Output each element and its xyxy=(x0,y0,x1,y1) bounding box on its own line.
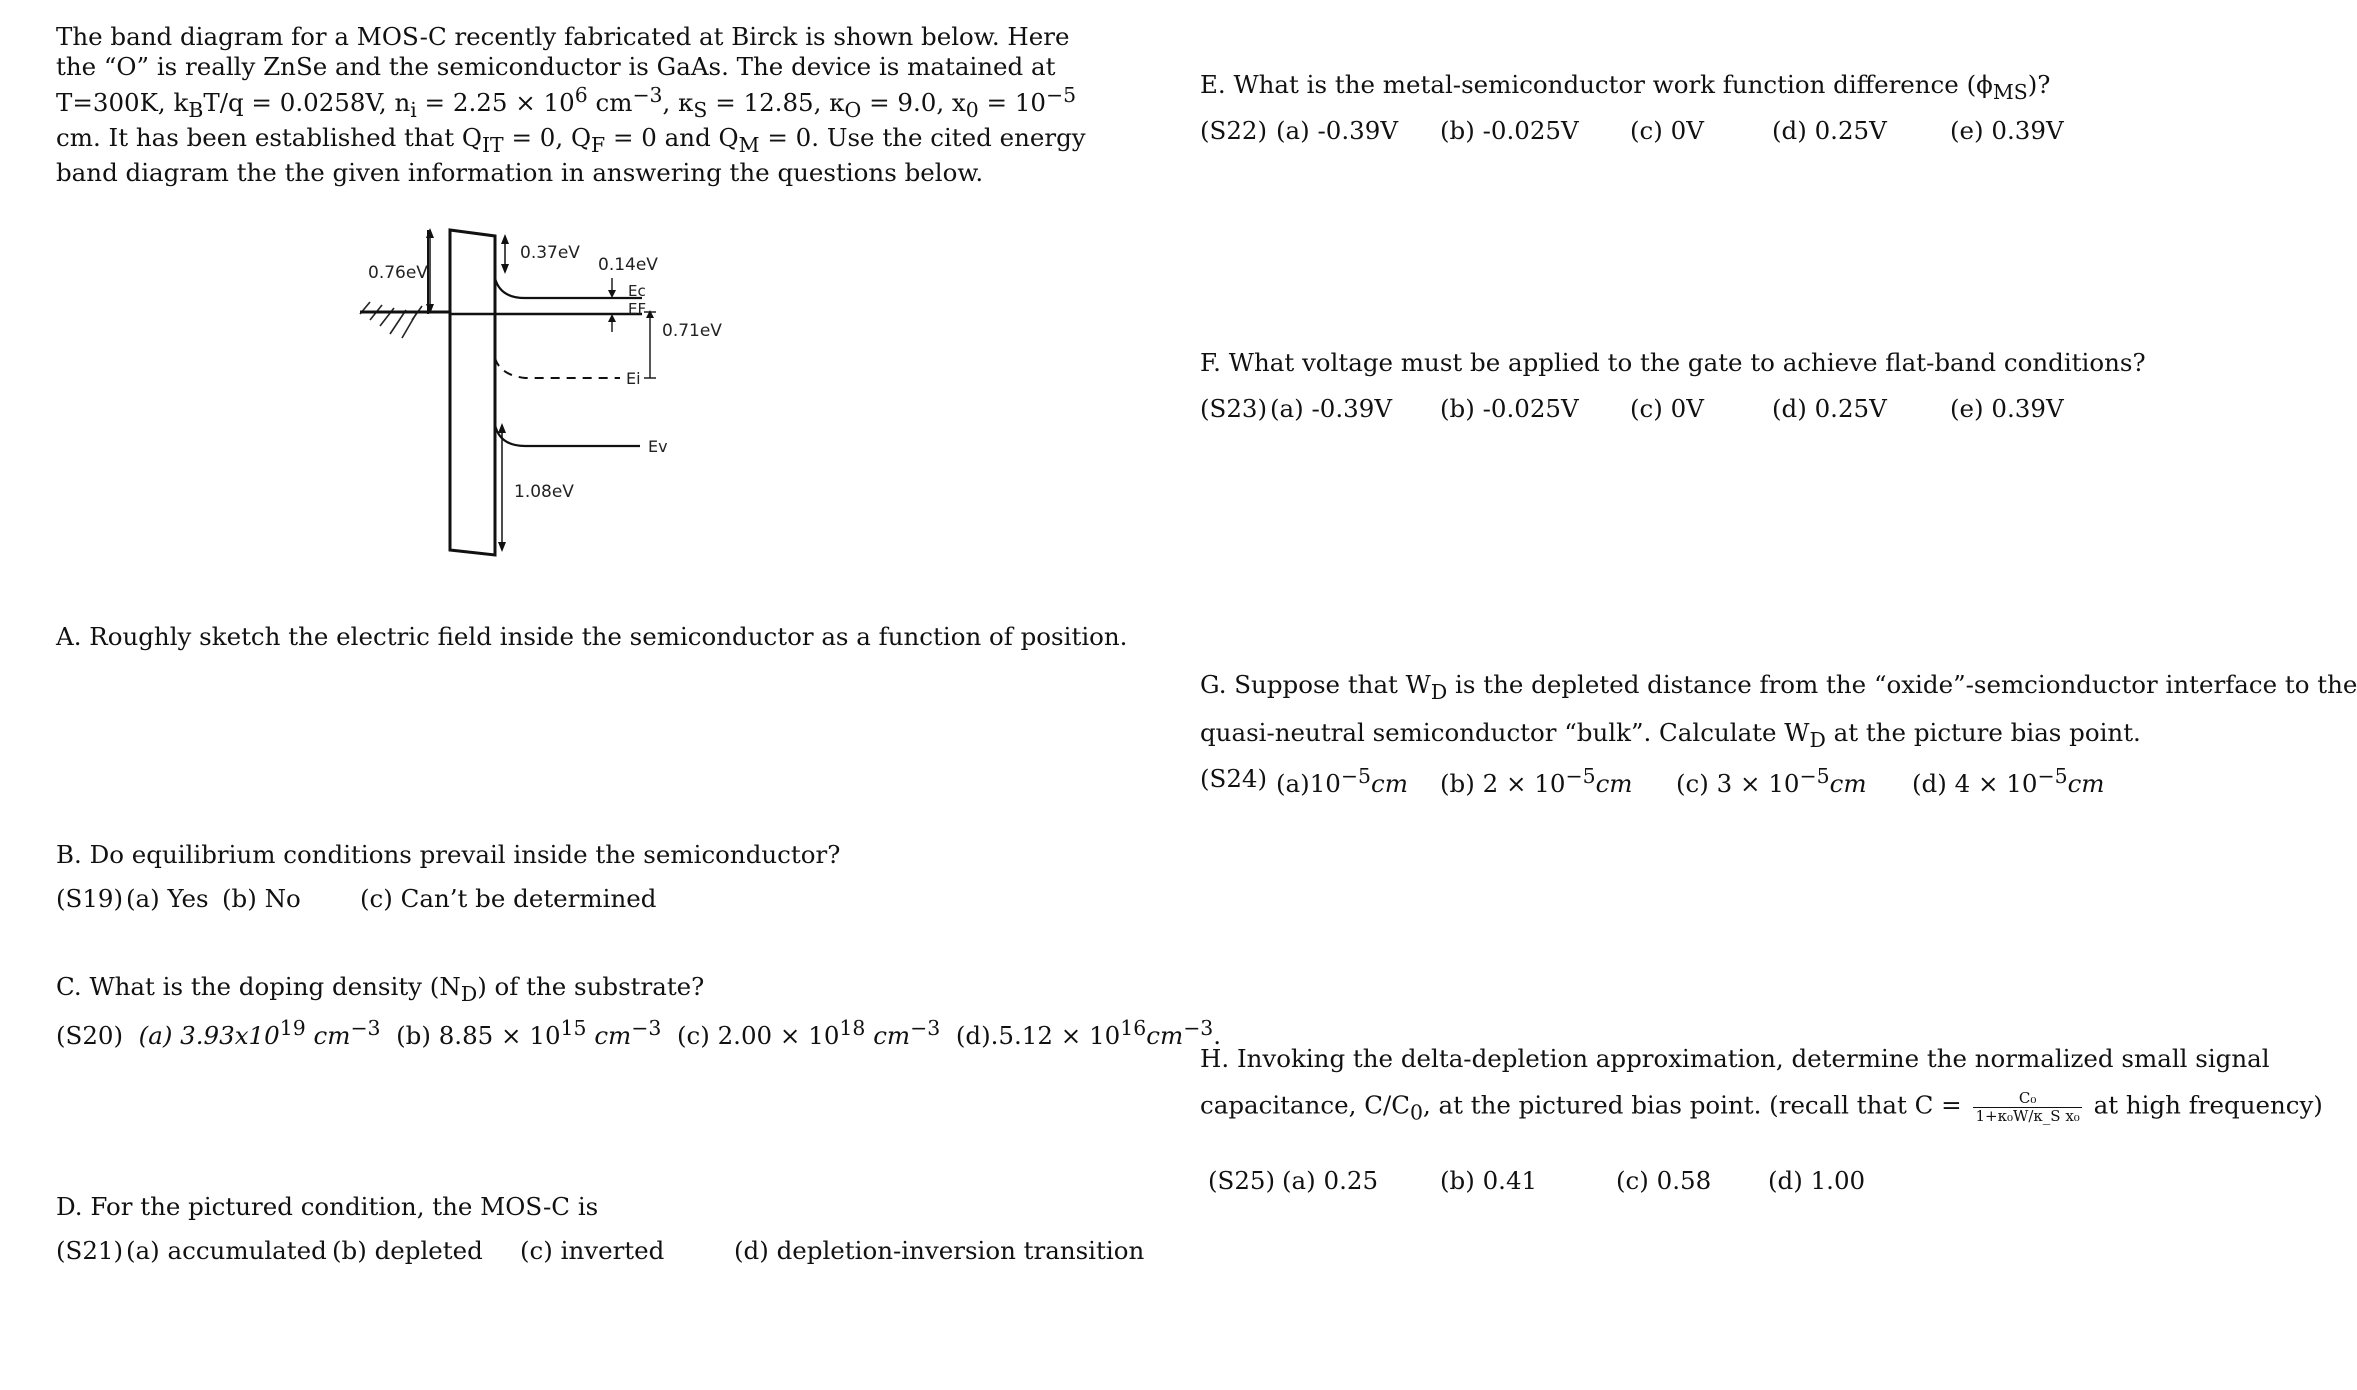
label-014: 0.14eV xyxy=(598,255,658,275)
question-d: D. For the pictured condition, the MOS-C is xyxy=(56,1192,599,1221)
option-b-c[interactable]: (c) Can’t be determined xyxy=(360,884,657,913)
option-f-e[interactable]: (e) 0.39V xyxy=(1950,394,2064,423)
option-f-b[interactable]: (b) -0.025V xyxy=(1440,394,1579,423)
option-d-d[interactable]: (d) depletion-inversion transition xyxy=(734,1236,1145,1265)
question-a: A. Roughly sketch the electric field inside the semiconductor as a function of position. xyxy=(56,622,1128,651)
option-e-c[interactable]: (c) 0V xyxy=(1630,116,1704,145)
label-037: 0.37eV xyxy=(520,243,580,263)
option-h-c[interactable]: (c) 0.58 xyxy=(1616,1166,1712,1195)
question-h-id: (S25) xyxy=(1208,1166,1276,1195)
capacitance-formula: $\frac{\text{C₀}}{\text{1+κ₀W/κ\_S x₀}}$ xyxy=(1975,1089,2080,1125)
band-diagram xyxy=(350,210,810,580)
option-b-b[interactable]: (b) No xyxy=(222,884,301,913)
label-ef: EF xyxy=(628,300,647,318)
valence-band xyxy=(495,425,640,446)
intro-paragraph: The band diagram for a MOS-C recently fabricated at Birck is shown below. Here the “O” is really ZnSe and the semiconductor is GaAs. The device is matained at T=300K, $k_BT/q = 0.0258V$, $n_i = 2.25 \times 10^6$ $cm^{-3}$, $\kappa_S = 12.85$, $\kappa_O = 9.0$, $x_0 = 10^{-5}$ cm. It has been established that $Q_{IT} = 0$, $Q_F = 0$ and $Q_M = 0$. Use the cited energy band diagram the the given information in answering the questions below. xyxy=(56,22,1086,188)
question-f-id: (S23) xyxy=(1200,394,1268,423)
metal-hatching xyxy=(360,302,422,338)
option-g-b[interactable]: (b) $2 \times 10^{-5}cm$ xyxy=(1440,764,1633,799)
option-d-c[interactable]: (c) inverted xyxy=(520,1236,665,1265)
question-g-line2: quasi-neutral semiconductor “bulk”. Calculate $W_D$ at the picture bias point. xyxy=(1200,718,2141,752)
option-d-b[interactable]: (b) depleted xyxy=(332,1236,483,1265)
option-e-d[interactable]: (d) 0.25V xyxy=(1772,116,1887,145)
label-076: 0.76eV xyxy=(368,263,428,283)
label-108: 1.08eV xyxy=(514,482,574,502)
question-e-id: (S22) xyxy=(1200,116,1268,145)
option-e-b[interactable]: (b) -0.025V xyxy=(1440,116,1579,145)
question-c-id: (S20) xyxy=(56,1021,124,1051)
question-b: B. Do equilibrium conditions prevail inside the semiconductor? xyxy=(56,840,841,869)
label-071: 0.71eV xyxy=(662,321,722,341)
option-f-d[interactable]: (d) 0.25V xyxy=(1772,394,1887,423)
option-f-a[interactable]: (a) -0.39V xyxy=(1270,394,1393,423)
option-e-a[interactable]: (a) -0.39V xyxy=(1276,116,1399,145)
question-c-options xyxy=(56,1016,1221,1050)
option-g-d[interactable]: (d) $4 \times 10^{-5}cm$ xyxy=(1912,764,2105,799)
question-g-line1: G. Suppose that $W_D$ is the depleted distance from the “oxide”-semcionductor interface to the xyxy=(1200,670,2357,704)
question-h-line2: capacitance, $C/C_0$, at the pictured bias point. (recall that C = $\frac{\text{C₀}}{\text{1+κ₀W/κ\_S x₀}}$ at high frequency) xyxy=(1200,1089,2323,1125)
question-c: C. What is the doping density $(N_D)$ of the substrate? xyxy=(56,972,705,1006)
label-ec: Ec xyxy=(628,282,646,300)
option-g-c[interactable]: (c) $3 \times 10^{-5}cm$ xyxy=(1676,764,1867,799)
question-d-id: (S21) xyxy=(56,1236,124,1265)
oxide-box xyxy=(450,230,495,555)
option-h-b[interactable]: (b) 0.41 xyxy=(1440,1166,1538,1195)
option-d-a[interactable]: (a) accumulated xyxy=(126,1236,327,1265)
conduction-band xyxy=(495,278,642,298)
question-f: F. What voltage must be applied to the gate to achieve flat-band conditions? xyxy=(1200,348,2146,377)
option-c-a[interactable]: (a) $3.93x10^{19}$ $cm^{-3}$ xyxy=(138,1016,381,1051)
question-h-line1: H. Invoking the delta-depletion approximation, determine the normalized small signal xyxy=(1200,1044,2270,1073)
option-c-b[interactable]: (b) $8.85 \times 10^{15}$ $cm^{-3}$ xyxy=(396,1016,662,1051)
option-b-a[interactable]: (a) Yes xyxy=(126,884,209,913)
option-f-c[interactable]: (c) 0V xyxy=(1630,394,1704,423)
option-h-d[interactable]: (d) 1.00 xyxy=(1768,1166,1866,1195)
option-c-d[interactable]: $(d).5.12 \times 10^{16}cm^{-3}$. xyxy=(955,1016,1222,1051)
label-ei: Ei xyxy=(626,369,641,388)
option-c-c[interactable]: (c) $2.00 \times 10^{18}$ $cm^{-3}$ xyxy=(676,1016,941,1051)
label-ev: Ev xyxy=(648,437,668,456)
option-e-e[interactable]: (e) 0.39V xyxy=(1950,116,2064,145)
option-g-a[interactable]: $(a)10^{-5}cm$ xyxy=(1276,764,1408,799)
question-e: E. What is the metal-semiconductor work function difference $(\phi_{MS})$? xyxy=(1200,70,2051,104)
question-g-id: (S24) xyxy=(1200,764,1268,793)
question-b-id: (S19) xyxy=(56,884,124,913)
option-h-a[interactable]: (a) 0.25 xyxy=(1282,1166,1379,1195)
intrinsic-level xyxy=(495,358,620,378)
